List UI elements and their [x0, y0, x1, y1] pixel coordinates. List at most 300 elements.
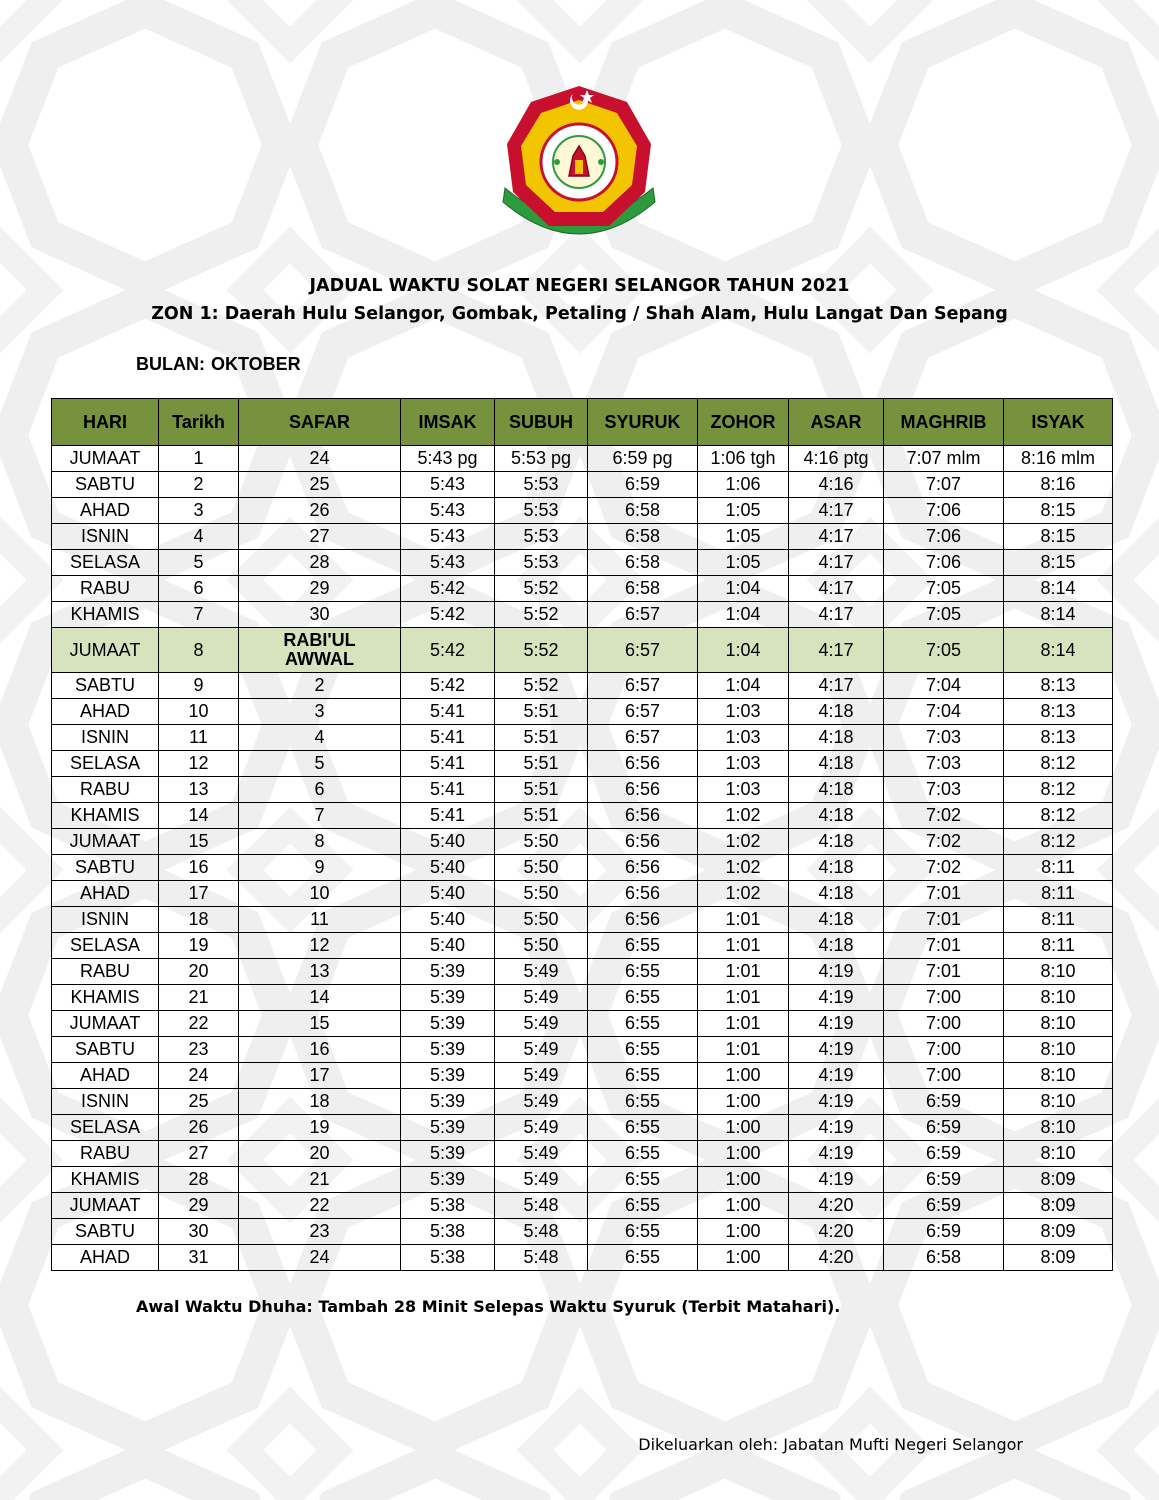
day-cell: RABU [52, 959, 159, 985]
subuh-cell: 5:50 [495, 855, 588, 881]
date-cell: 4 [159, 524, 239, 550]
asar-cell: 4:16 ptg [789, 446, 884, 472]
syuruk-cell: 6:56 [588, 803, 698, 829]
day-cell: JUMAAT [52, 446, 159, 472]
prayer-times-table [51, 398, 1113, 1271]
imsak-cell: 5:43 [401, 472, 495, 498]
syuruk-cell: 6:55 [588, 1089, 698, 1115]
day-cell: JUMAAT [52, 829, 159, 855]
maghrib-cell: 6:59 [884, 1219, 1004, 1245]
hijri-cell: 16 [239, 1037, 401, 1063]
zohor-cell: 1:03 [698, 751, 789, 777]
table-row [52, 725, 1113, 751]
asar-cell: 4:17 [789, 628, 884, 673]
syuruk-cell: 6:55 [588, 1245, 698, 1271]
asar-cell: 4:19 [789, 1011, 884, 1037]
zohor-cell: 1:00 [698, 1115, 789, 1141]
syuruk-cell: 6:59 pg [588, 446, 698, 472]
zohor-cell: 1:02 [698, 829, 789, 855]
maghrib-cell: 7:03 [884, 725, 1004, 751]
maghrib-cell: 7:01 [884, 881, 1004, 907]
asar-cell: 4:20 [789, 1245, 884, 1271]
day-cell: SABTU [52, 1219, 159, 1245]
isyak-cell: 8:13 [1004, 673, 1113, 699]
zohor-cell: 1:03 [698, 699, 789, 725]
zohor-cell: 1:03 [698, 777, 789, 803]
imsak-cell: 5:39 [401, 1037, 495, 1063]
imsak-cell: 5:40 [401, 933, 495, 959]
column-header-tarikh: Tarikh [159, 399, 239, 446]
day-cell: SABTU [52, 472, 159, 498]
syuruk-cell: 6:57 [588, 699, 698, 725]
zohor-cell: 1:06 tgh [698, 446, 789, 472]
page-title: JADUAL WAKTU SOLAT NEGERI SELANGOR TAHUN 2021 [309, 276, 850, 296]
isyak-cell: 8:12 [1004, 751, 1113, 777]
syuruk-cell: 6:55 [588, 1115, 698, 1141]
table-row [52, 959, 1113, 985]
table-row [52, 1219, 1113, 1245]
imsak-cell: 5:42 [401, 602, 495, 628]
day-cell: AHAD [52, 1245, 159, 1271]
table-row [52, 1167, 1113, 1193]
isyak-cell: 8:13 [1004, 725, 1113, 751]
syuruk-cell: 6:56 [588, 855, 698, 881]
zohor-cell: 1:05 [698, 524, 789, 550]
asar-cell: 4:19 [789, 1115, 884, 1141]
day-cell: ISNIN [52, 907, 159, 933]
asar-cell: 4:16 [789, 472, 884, 498]
syuruk-cell: 6:59 [588, 472, 698, 498]
maghrib-cell: 6:59 [884, 1089, 1004, 1115]
subuh-cell: 5:53 [495, 498, 588, 524]
asar-cell: 4:17 [789, 602, 884, 628]
column-header-syuruk: SYURUK [588, 399, 698, 446]
day-cell: RABU [52, 777, 159, 803]
hijri-cell: 29 [239, 576, 401, 602]
isyak-cell: 8:15 [1004, 524, 1113, 550]
day-cell: RABU [52, 576, 159, 602]
maghrib-cell: 7:06 [884, 550, 1004, 576]
hijri-cell: 6 [239, 777, 401, 803]
hijri-cell: 5 [239, 751, 401, 777]
isyak-cell: 8:12 [1004, 777, 1113, 803]
syuruk-cell: 6:55 [588, 1063, 698, 1089]
hijri-cell [239, 628, 401, 673]
jabatan-mufti-logo [495, 80, 663, 248]
subuh-cell: 5:50 [495, 829, 588, 855]
asar-cell: 4:19 [789, 1167, 884, 1193]
date-cell: 8 [159, 628, 239, 673]
isyak-cell: 8:11 [1004, 933, 1113, 959]
table-row [52, 881, 1113, 907]
isyak-cell: 8:11 [1004, 881, 1113, 907]
column-header-maghrib: MAGHRIB [884, 399, 1004, 446]
subuh-cell: 5:51 [495, 699, 588, 725]
zohor-cell: 1:00 [698, 1219, 789, 1245]
zohor-cell: 1:02 [698, 855, 789, 881]
hijri-month-line: AWWAL [285, 649, 354, 669]
isyak-cell: 8:12 [1004, 829, 1113, 855]
table-row [52, 1193, 1113, 1219]
hijri-cell: 22 [239, 1193, 401, 1219]
table-body [52, 446, 1113, 1271]
asar-cell: 4:18 [789, 803, 884, 829]
table-row [52, 524, 1113, 550]
asar-cell: 4:18 [789, 829, 884, 855]
subuh-cell: 5:53 [495, 550, 588, 576]
asar-cell: 4:19 [789, 1063, 884, 1089]
zohor-cell: 1:04 [698, 628, 789, 673]
subuh-cell: 5:49 [495, 959, 588, 985]
zohor-cell: 1:00 [698, 1245, 789, 1271]
syuruk-cell: 6:56 [588, 829, 698, 855]
column-header-imsak: IMSAK [401, 399, 495, 446]
column-header-subuh: SUBUH [495, 399, 588, 446]
day-cell: ISNIN [52, 725, 159, 751]
hijri-cell: 28 [239, 550, 401, 576]
imsak-cell: 5:38 [401, 1193, 495, 1219]
day-cell: KHAMIS [52, 985, 159, 1011]
hijri-cell: 24 [239, 446, 401, 472]
imsak-cell: 5:39 [401, 985, 495, 1011]
table-row [52, 550, 1113, 576]
zohor-cell: 1:05 [698, 498, 789, 524]
zohor-cell: 1:01 [698, 1037, 789, 1063]
day-cell: KHAMIS [52, 602, 159, 628]
syuruk-cell: 6:57 [588, 602, 698, 628]
zohor-cell: 1:04 [698, 576, 789, 602]
subuh-cell: 5:53 pg [495, 446, 588, 472]
subuh-cell: 5:49 [495, 1167, 588, 1193]
zohor-cell: 1:06 [698, 472, 789, 498]
subuh-cell: 5:49 [495, 1011, 588, 1037]
isyak-cell: 8:09 [1004, 1193, 1113, 1219]
syuruk-cell: 6:58 [588, 524, 698, 550]
subuh-cell: 5:51 [495, 751, 588, 777]
maghrib-cell: 6:58 [884, 1245, 1004, 1271]
subuh-cell: 5:52 [495, 628, 588, 673]
maghrib-cell: 7:05 [884, 576, 1004, 602]
asar-cell: 4:18 [789, 855, 884, 881]
syuruk-cell: 6:55 [588, 1219, 698, 1245]
asar-cell: 4:18 [789, 751, 884, 777]
subuh-cell: 5:50 [495, 907, 588, 933]
syuruk-cell: 6:55 [588, 933, 698, 959]
hijri-cell: 9 [239, 855, 401, 881]
zohor-cell: 1:04 [698, 602, 789, 628]
date-cell: 31 [159, 1245, 239, 1271]
day-cell: AHAD [52, 881, 159, 907]
maghrib-cell: 7:05 [884, 628, 1004, 673]
syuruk-cell: 6:56 [588, 907, 698, 933]
zohor-cell: 1:02 [698, 803, 789, 829]
subuh-cell: 5:49 [495, 985, 588, 1011]
asar-cell: 4:17 [789, 550, 884, 576]
maghrib-cell: 6:59 [884, 1167, 1004, 1193]
syuruk-cell: 6:58 [588, 576, 698, 602]
syuruk-cell: 6:56 [588, 751, 698, 777]
hijri-cell: 8 [239, 829, 401, 855]
table-row [52, 576, 1113, 602]
imsak-cell: 5:39 [401, 1167, 495, 1193]
maghrib-cell: 7:07 [884, 472, 1004, 498]
maghrib-cell: 7:02 [884, 829, 1004, 855]
hijri-cell: 17 [239, 1063, 401, 1089]
syuruk-cell: 6:55 [588, 1011, 698, 1037]
table-row [52, 628, 1113, 673]
subuh-cell: 5:49 [495, 1115, 588, 1141]
date-cell: 5 [159, 550, 239, 576]
day-cell: JUMAAT [52, 1011, 159, 1037]
maghrib-cell: 7:02 [884, 855, 1004, 881]
date-cell: 12 [159, 751, 239, 777]
isyak-cell: 8:10 [1004, 959, 1113, 985]
date-cell: 20 [159, 959, 239, 985]
maghrib-cell: 7:02 [884, 803, 1004, 829]
date-cell: 23 [159, 1037, 239, 1063]
column-header-safar: SAFAR [239, 399, 401, 446]
maghrib-cell: 7:01 [884, 907, 1004, 933]
column-header-isyak: ISYAK [1004, 399, 1113, 446]
table-row [52, 1011, 1113, 1037]
date-cell: 16 [159, 855, 239, 881]
imsak-cell: 5:42 [401, 673, 495, 699]
date-cell: 18 [159, 907, 239, 933]
subuh-cell: 5:53 [495, 524, 588, 550]
date-cell: 28 [159, 1167, 239, 1193]
subuh-cell: 5:52 [495, 576, 588, 602]
asar-cell: 4:19 [789, 1037, 884, 1063]
maghrib-cell: 7:00 [884, 985, 1004, 1011]
asar-cell: 4:17 [789, 524, 884, 550]
hijri-cell: 10 [239, 881, 401, 907]
syuruk-cell: 6:58 [588, 498, 698, 524]
hijri-month-line: RABI'UL [283, 630, 356, 650]
syuruk-cell: 6:57 [588, 673, 698, 699]
date-cell: 10 [159, 699, 239, 725]
zohor-cell: 1:03 [698, 725, 789, 751]
imsak-cell: 5:43 pg [401, 446, 495, 472]
maghrib-cell: 7:03 [884, 751, 1004, 777]
zone-subtitle: ZON 1: Daerah Hulu Selangor, Gombak, Petaling / Shah Alam, Hulu Langat Dan Sepang [151, 304, 1008, 324]
isyak-cell: 8:13 [1004, 699, 1113, 725]
hijri-cell: 13 [239, 959, 401, 985]
hijri-cell: 15 [239, 1011, 401, 1037]
hijri-cell: 26 [239, 498, 401, 524]
syuruk-cell: 6:56 [588, 881, 698, 907]
hijri-cell: 4 [239, 725, 401, 751]
subuh-cell: 5:49 [495, 1037, 588, 1063]
imsak-cell: 5:39 [401, 1141, 495, 1167]
date-cell: 2 [159, 472, 239, 498]
asar-cell: 4:18 [789, 933, 884, 959]
maghrib-cell: 7:07 mlm [884, 446, 1004, 472]
imsak-cell: 5:43 [401, 550, 495, 576]
hijri-cell: 20 [239, 1141, 401, 1167]
zohor-cell: 1:01 [698, 959, 789, 985]
table-row [52, 1089, 1113, 1115]
syuruk-cell: 6:55 [588, 1167, 698, 1193]
hijri-cell: 24 [239, 1245, 401, 1271]
dhuha-note: Awal Waktu Dhuha: Tambah 28 Minit Selepas Waktu Syuruk (Terbit Matahari). [136, 1297, 841, 1316]
subuh-cell: 5:51 [495, 777, 588, 803]
column-header-asar: ASAR [789, 399, 884, 446]
zohor-cell: 1:00 [698, 1141, 789, 1167]
maghrib-cell: 7:06 [884, 498, 1004, 524]
month-value: OKTOBER [211, 354, 301, 374]
table-row [52, 602, 1113, 628]
date-cell: 9 [159, 673, 239, 699]
table-row [52, 985, 1113, 1011]
imsak-cell: 5:39 [401, 1063, 495, 1089]
isyak-cell: 8:14 [1004, 602, 1113, 628]
maghrib-cell: 7:01 [884, 933, 1004, 959]
table-row [52, 699, 1113, 725]
date-cell: 14 [159, 803, 239, 829]
hijri-cell: 11 [239, 907, 401, 933]
month-label: BULAN: [136, 354, 205, 374]
subuh-cell: 5:51 [495, 803, 588, 829]
syuruk-cell: 6:57 [588, 628, 698, 673]
subuh-cell: 5:50 [495, 881, 588, 907]
isyak-cell: 8:10 [1004, 1037, 1113, 1063]
table-row [52, 777, 1113, 803]
isyak-cell: 8:11 [1004, 907, 1113, 933]
maghrib-cell: 7:01 [884, 959, 1004, 985]
day-cell: AHAD [52, 699, 159, 725]
date-cell: 15 [159, 829, 239, 855]
table-row [52, 751, 1113, 777]
table-row [52, 803, 1113, 829]
maghrib-cell: 6:59 [884, 1193, 1004, 1219]
asar-cell: 4:17 [789, 498, 884, 524]
asar-cell: 4:19 [789, 1141, 884, 1167]
hijri-cell: 27 [239, 524, 401, 550]
table-row [52, 907, 1113, 933]
imsak-cell: 5:40 [401, 855, 495, 881]
hijri-cell: 21 [239, 1167, 401, 1193]
hijri-cell: 23 [239, 1219, 401, 1245]
subuh-cell: 5:50 [495, 933, 588, 959]
isyak-cell: 8:10 [1004, 1011, 1113, 1037]
date-cell: 26 [159, 1115, 239, 1141]
hijri-cell: 30 [239, 602, 401, 628]
table-row [52, 1245, 1113, 1271]
isyak-cell: 8:16 mlm [1004, 446, 1113, 472]
day-cell: ISNIN [52, 1089, 159, 1115]
day-cell: ISNIN [52, 524, 159, 550]
isyak-cell: 8:09 [1004, 1219, 1113, 1245]
syuruk-cell: 6:55 [588, 1037, 698, 1063]
table-row [52, 933, 1113, 959]
imsak-cell: 5:42 [401, 628, 495, 673]
isyak-cell: 8:14 [1004, 628, 1113, 673]
zohor-cell: 1:02 [698, 881, 789, 907]
syuruk-cell: 6:55 [588, 1193, 698, 1219]
imsak-cell: 5:39 [401, 1089, 495, 1115]
subuh-cell: 5:49 [495, 1063, 588, 1089]
date-cell: 3 [159, 498, 239, 524]
table-row [52, 1115, 1113, 1141]
date-cell: 22 [159, 1011, 239, 1037]
asar-cell: 4:18 [789, 881, 884, 907]
maghrib-cell: 6:59 [884, 1141, 1004, 1167]
isyak-cell: 8:09 [1004, 1167, 1113, 1193]
hijri-cell: 3 [239, 699, 401, 725]
asar-cell: 4:20 [789, 1219, 884, 1245]
column-header-zohor: ZOHOR [698, 399, 789, 446]
day-cell: JUMAAT [52, 628, 159, 673]
table-row [52, 1141, 1113, 1167]
subuh-cell: 5:51 [495, 725, 588, 751]
imsak-cell: 5:43 [401, 498, 495, 524]
asar-cell: 4:19 [789, 1089, 884, 1115]
imsak-cell: 5:39 [401, 1115, 495, 1141]
date-cell: 25 [159, 1089, 239, 1115]
table-row [52, 498, 1113, 524]
subuh-cell: 5:49 [495, 1089, 588, 1115]
syuruk-cell: 6:55 [588, 1141, 698, 1167]
subuh-cell: 5:48 [495, 1245, 588, 1271]
syuruk-cell: 6:55 [588, 985, 698, 1011]
day-cell: SELASA [52, 933, 159, 959]
isyak-cell: 8:16 [1004, 472, 1113, 498]
maghrib-cell: 7:00 [884, 1011, 1004, 1037]
hijri-cell: 7 [239, 803, 401, 829]
maghrib-cell: 7:04 [884, 699, 1004, 725]
subuh-cell: 5:53 [495, 472, 588, 498]
table-header-row [52, 399, 1113, 446]
day-cell: SELASA [52, 550, 159, 576]
syuruk-cell: 6:58 [588, 550, 698, 576]
asar-cell: 4:18 [789, 907, 884, 933]
asar-cell: 4:19 [789, 959, 884, 985]
maghrib-cell: 7:04 [884, 673, 1004, 699]
imsak-cell: 5:41 [401, 751, 495, 777]
date-cell: 30 [159, 1219, 239, 1245]
imsak-cell: 5:38 [401, 1245, 495, 1271]
date-cell: 7 [159, 602, 239, 628]
hijri-cell: 2 [239, 673, 401, 699]
table-row [52, 472, 1113, 498]
isyak-cell: 8:14 [1004, 576, 1113, 602]
hijri-cell: 12 [239, 933, 401, 959]
day-cell: KHAMIS [52, 1167, 159, 1193]
syuruk-cell: 6:56 [588, 777, 698, 803]
table-row [52, 673, 1113, 699]
date-cell: 27 [159, 1141, 239, 1167]
day-cell: RABU [52, 1141, 159, 1167]
hijri-cell: 25 [239, 472, 401, 498]
table-row [52, 446, 1113, 472]
subuh-cell: 5:52 [495, 673, 588, 699]
day-cell: JUMAAT [52, 1193, 159, 1219]
table-row [52, 1063, 1113, 1089]
subuh-cell: 5:48 [495, 1193, 588, 1219]
asar-cell: 4:18 [789, 777, 884, 803]
imsak-cell: 5:40 [401, 881, 495, 907]
zohor-cell: 1:00 [698, 1167, 789, 1193]
asar-cell: 4:17 [789, 673, 884, 699]
imsak-cell: 5:40 [401, 907, 495, 933]
issued-by: Dikeluarkan oleh: Jabatan Mufti Negeri Selangor [638, 1435, 1023, 1454]
maghrib-cell: 7:06 [884, 524, 1004, 550]
maghrib-cell: 6:59 [884, 1115, 1004, 1141]
isyak-cell: 8:11 [1004, 855, 1113, 881]
table-row [52, 829, 1113, 855]
date-cell: 24 [159, 1063, 239, 1089]
subuh-cell: 5:48 [495, 1219, 588, 1245]
